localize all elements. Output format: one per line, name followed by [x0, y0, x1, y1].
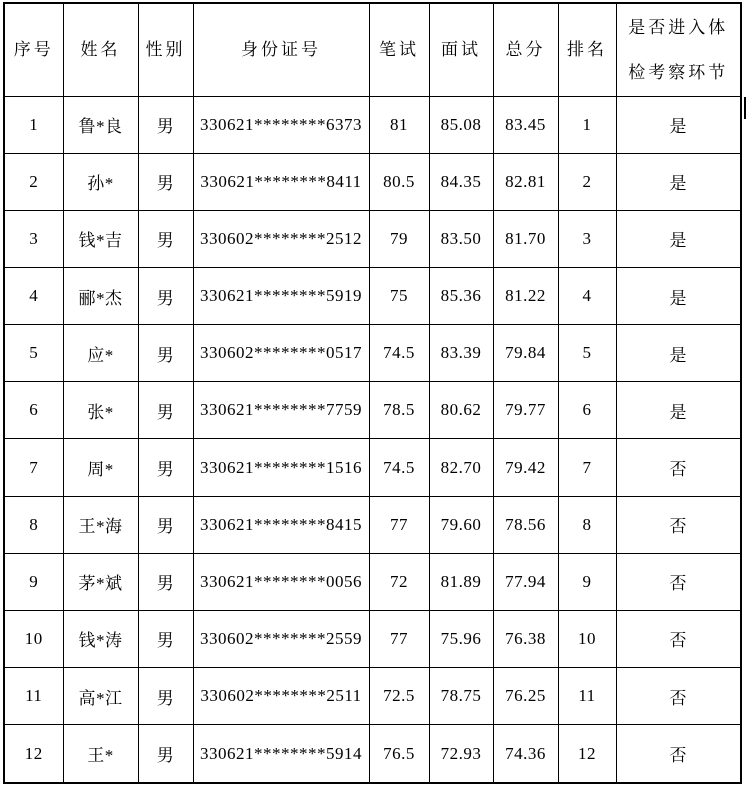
cell-gender: 男	[138, 553, 193, 610]
cell-rank: 6	[558, 382, 616, 439]
cell-name: 茅*斌	[63, 553, 138, 610]
cell-seq: 10	[4, 610, 63, 667]
cell-id_number: 330621********5914	[193, 725, 369, 783]
cell-rank: 10	[558, 610, 616, 667]
cell-enter_next: 否	[616, 725, 741, 783]
cell-interview: 81.89	[429, 553, 493, 610]
cell-written: 80.5	[369, 153, 429, 210]
column-header-name	[63, 3, 138, 96]
cell-id_number: 330621********6373	[193, 96, 369, 153]
cell-written: 77	[369, 610, 429, 667]
column-header-written	[369, 3, 429, 96]
column-header-label: 姓名	[80, 40, 121, 60]
column-header-gender	[138, 3, 193, 96]
cell-rank: 11	[558, 668, 616, 725]
cell-written: 75	[369, 267, 429, 324]
table-row	[4, 439, 741, 496]
cell-enter_next: 是	[616, 153, 741, 210]
cell-name: 郦*杰	[63, 267, 138, 324]
cell-written: 78.5	[369, 382, 429, 439]
cell-gender: 男	[138, 439, 193, 496]
cell-total: 76.25	[493, 668, 558, 725]
column-header-label: 总分	[505, 40, 546, 60]
cell-interview: 78.75	[429, 668, 493, 725]
header-row	[4, 3, 741, 96]
cell-seq: 6	[4, 382, 63, 439]
cell-id_number: 330621********0056	[193, 553, 369, 610]
cell-total: 77.94	[493, 553, 558, 610]
cell-enter_next: 否	[616, 439, 741, 496]
cell-written: 81	[369, 96, 429, 153]
cell-enter_next: 否	[616, 668, 741, 725]
cell-name: 王*海	[63, 496, 138, 553]
cell-gender: 男	[138, 153, 193, 210]
table-row	[4, 210, 741, 267]
cell-interview: 75.96	[429, 610, 493, 667]
cell-total: 79.42	[493, 439, 558, 496]
table-row	[4, 553, 741, 610]
cell-id_number: 330621********7759	[193, 382, 369, 439]
cell-id_number: 330621********1516	[193, 439, 369, 496]
cell-name: 高*江	[63, 668, 138, 725]
column-header-label: 笔试	[379, 40, 419, 60]
cell-gender: 男	[138, 96, 193, 153]
cell-total: 82.81	[493, 153, 558, 210]
cell-written: 72.5	[369, 668, 429, 725]
cell-rank: 9	[558, 553, 616, 610]
cell-gender: 男	[138, 210, 193, 267]
cell-interview: 85.08	[429, 96, 493, 153]
cell-id_number: 330621********5919	[193, 267, 369, 324]
table-row	[4, 668, 741, 725]
column-header-total	[493, 3, 558, 96]
cell-interview: 83.50	[429, 210, 493, 267]
cell-id_number: 330602********0517	[193, 325, 369, 382]
cell-rank: 4	[558, 267, 616, 324]
cell-name: 王*	[63, 725, 138, 783]
cell-seq: 12	[4, 725, 63, 783]
cell-enter_next: 是	[616, 210, 741, 267]
cell-rank: 5	[558, 325, 616, 382]
table-row	[4, 267, 741, 324]
cell-seq: 1	[4, 96, 63, 153]
cell-id_number: 330621********8411	[193, 153, 369, 210]
cell-interview: 84.35	[429, 153, 493, 210]
cell-total: 83.45	[493, 96, 558, 153]
cell-total: 74.36	[493, 725, 558, 783]
column-header-id_number	[193, 3, 369, 96]
cell-seq: 3	[4, 210, 63, 267]
cell-seq: 9	[4, 553, 63, 610]
cell-written: 79	[369, 210, 429, 267]
cell-total: 81.70	[493, 210, 558, 267]
cell-name: 钱*涛	[63, 610, 138, 667]
column-header-label: 排名	[567, 40, 607, 60]
exam-results-table	[3, 2, 742, 784]
cell-seq: 11	[4, 668, 63, 725]
cell-interview: 82.70	[429, 439, 493, 496]
cell-written: 76.5	[369, 725, 429, 783]
cell-gender: 男	[138, 325, 193, 382]
cell-written: 74.5	[369, 439, 429, 496]
cell-rank: 7	[558, 439, 616, 496]
column-header-label: 性别	[145, 40, 186, 60]
cell-rank: 2	[558, 153, 616, 210]
cell-seq: 2	[4, 153, 63, 210]
cell-name: 周*	[63, 439, 138, 496]
cell-seq: 4	[4, 267, 63, 324]
column-header-label: 面试	[441, 40, 481, 60]
column-header-label: 是否进入体检考察环节	[628, 17, 729, 82]
cell-name: 应*	[63, 325, 138, 382]
cell-total: 81.22	[493, 267, 558, 324]
cell-gender: 男	[138, 668, 193, 725]
cell-name: 鲁*良	[63, 96, 138, 153]
cell-rank: 8	[558, 496, 616, 553]
cell-seq: 5	[4, 325, 63, 382]
cell-gender: 男	[138, 382, 193, 439]
cell-interview: 72.93	[429, 725, 493, 783]
table-row	[4, 610, 741, 667]
cell-id_number: 330602********2511	[193, 668, 369, 725]
cell-enter_next: 否	[616, 496, 741, 553]
cell-total: 76.38	[493, 610, 558, 667]
cell-written: 77	[369, 496, 429, 553]
cell-total: 78.56	[493, 496, 558, 553]
column-header-enter_next	[616, 3, 741, 96]
column-header-interview	[429, 3, 493, 96]
cell-enter_next: 否	[616, 610, 741, 667]
cell-enter_next: 是	[616, 325, 741, 382]
cell-rank: 1	[558, 96, 616, 153]
table-row	[4, 496, 741, 553]
cell-rank: 3	[558, 210, 616, 267]
cell-seq: 8	[4, 496, 63, 553]
cell-seq: 7	[4, 439, 63, 496]
cell-gender: 男	[138, 725, 193, 783]
cell-interview: 79.60	[429, 496, 493, 553]
cell-written: 72	[369, 553, 429, 610]
cell-id_number: 330602********2559	[193, 610, 369, 667]
cell-enter_next: 是	[616, 96, 741, 153]
table-row	[4, 96, 741, 153]
cell-gender: 男	[138, 496, 193, 553]
cell-interview: 83.39	[429, 325, 493, 382]
column-header-label: 序号	[13, 40, 54, 60]
cell-name: 孙*	[63, 153, 138, 210]
cell-interview: 80.62	[429, 382, 493, 439]
cell-enter_next: 是	[616, 382, 741, 439]
column-header-rank	[558, 3, 616, 96]
table-row	[4, 382, 741, 439]
table-row	[4, 153, 741, 210]
cell-total: 79.77	[493, 382, 558, 439]
table-row	[4, 725, 741, 783]
cell-id_number: 330602********2512	[193, 210, 369, 267]
cell-name: 张*	[63, 382, 138, 439]
cell-enter_next: 是	[616, 267, 741, 324]
cell-id_number: 330621********8415	[193, 496, 369, 553]
table-row	[4, 325, 741, 382]
cell-total: 79.84	[493, 325, 558, 382]
cell-interview: 85.36	[429, 267, 493, 324]
cell-gender: 男	[138, 267, 193, 324]
cell-rank: 12	[558, 725, 616, 783]
cell-enter_next: 否	[616, 553, 741, 610]
cell-written: 74.5	[369, 325, 429, 382]
column-header-seq	[4, 3, 63, 96]
cell-name: 钱*吉	[63, 210, 138, 267]
cell-gender: 男	[138, 610, 193, 667]
column-header-label: 身份证号	[241, 40, 321, 60]
